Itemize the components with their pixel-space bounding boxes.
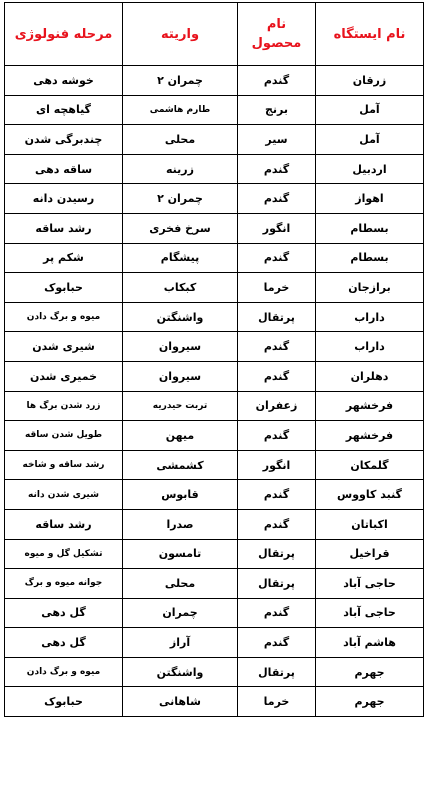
cell-station: جهرم xyxy=(316,687,424,717)
cell-stage: طویل شدن ساقه xyxy=(5,421,123,451)
cell-station: برازجان xyxy=(316,273,424,303)
cell-stage: رشد ساقه و شاخه xyxy=(5,450,123,480)
cell-station: بسطام xyxy=(316,243,424,273)
cell-crop: گندم xyxy=(238,628,316,658)
table-row xyxy=(5,450,424,480)
table-row xyxy=(5,243,424,273)
cell-variety: سرخ فخری xyxy=(123,213,238,243)
cell-crop: پرتقال xyxy=(238,569,316,599)
table-row xyxy=(5,509,424,539)
cell-station: آمل xyxy=(316,95,424,125)
cell-stage: میوه و برگ دادن xyxy=(5,302,123,332)
table-row xyxy=(5,569,424,599)
cell-crop: زعفران xyxy=(238,391,316,421)
cell-crop: گندم xyxy=(238,184,316,214)
cell-station: فرخشهر xyxy=(316,391,424,421)
cell-stage: حبابوک xyxy=(5,273,123,303)
cell-station: زرقان xyxy=(316,66,424,96)
cell-crop: پرتقال xyxy=(238,539,316,569)
cell-station: دهلران xyxy=(316,361,424,391)
cell-station: حاجی آباد xyxy=(316,569,424,599)
cell-station: گلمکان xyxy=(316,450,424,480)
table-row xyxy=(5,480,424,510)
cell-stage: حبابوک xyxy=(5,687,123,717)
cell-crop: خرما xyxy=(238,687,316,717)
cell-stage: ساقه دهی xyxy=(5,154,123,184)
cell-crop: سیر xyxy=(238,125,316,155)
cell-crop: برنج xyxy=(238,95,316,125)
table-row xyxy=(5,184,424,214)
cell-station: داراب xyxy=(316,302,424,332)
cell-stage: چندبرگی شدن xyxy=(5,125,123,155)
cell-variety: پیشگام xyxy=(123,243,238,273)
cell-variety: سیروان xyxy=(123,332,238,362)
cell-station: اهواز xyxy=(316,184,424,214)
cell-stage: خوشه دهی xyxy=(5,66,123,96)
cell-stage: شکم پر xyxy=(5,243,123,273)
cell-crop: پرتقال xyxy=(238,302,316,332)
cell-variety: شاهانی xyxy=(123,687,238,717)
cell-variety: صدرا xyxy=(123,509,238,539)
cell-crop: گندم xyxy=(238,154,316,184)
cell-crop: گندم xyxy=(238,243,316,273)
table-row xyxy=(5,154,424,184)
table-row xyxy=(5,332,424,362)
cell-stage: گیاهچه ای xyxy=(5,95,123,125)
phenology-table xyxy=(4,2,424,717)
cell-variety: سیروان xyxy=(123,361,238,391)
cell-station: اکباتان xyxy=(316,509,424,539)
table-row xyxy=(5,687,424,717)
phenology-table-container xyxy=(4,2,423,717)
header-stage: مرحله فنولوژی xyxy=(5,3,123,66)
cell-crop: گندم xyxy=(238,332,316,362)
cell-stage: گل دهی xyxy=(5,598,123,628)
table-row xyxy=(5,66,424,96)
cell-crop: گندم xyxy=(238,66,316,96)
cell-station: هاشم آباد xyxy=(316,628,424,658)
cell-crop: گندم xyxy=(238,598,316,628)
header-variety: واریته xyxy=(123,3,238,66)
cell-stage: تشکیل گل و میوه xyxy=(5,539,123,569)
cell-variety: آراز xyxy=(123,628,238,658)
cell-variety: واشنگتن xyxy=(123,657,238,687)
cell-station: اردبیل xyxy=(316,154,424,184)
cell-stage: رشد ساقه xyxy=(5,213,123,243)
cell-variety: محلی xyxy=(123,125,238,155)
table-row xyxy=(5,302,424,332)
cell-crop: گندم xyxy=(238,361,316,391)
cell-variety: میهن xyxy=(123,421,238,451)
cell-station: گنبد کاووس xyxy=(316,480,424,510)
cell-variety: طارم هاشمی xyxy=(123,95,238,125)
table-row xyxy=(5,598,424,628)
cell-station: فرخشهر xyxy=(316,421,424,451)
cell-crop: پرتقال xyxy=(238,657,316,687)
cell-crop: گندم xyxy=(238,480,316,510)
cell-stage: خمیری شدن xyxy=(5,361,123,391)
cell-variety: قابوس xyxy=(123,480,238,510)
cell-station: آمل xyxy=(316,125,424,155)
cell-variety: زرینه xyxy=(123,154,238,184)
table-row xyxy=(5,361,424,391)
header-crop: نام محصول xyxy=(238,3,316,66)
cell-stage: رسیدن دانه xyxy=(5,184,123,214)
cell-crop: خرما xyxy=(238,273,316,303)
cell-stage: گل دهی xyxy=(5,628,123,658)
cell-crop: گندم xyxy=(238,421,316,451)
table-row xyxy=(5,213,424,243)
table-row xyxy=(5,273,424,303)
table-row xyxy=(5,391,424,421)
cell-variety: کبکاب xyxy=(123,273,238,303)
table-body xyxy=(5,66,424,717)
cell-variety: کشمشی xyxy=(123,450,238,480)
cell-station: قراخیل xyxy=(316,539,424,569)
cell-variety: تربت حیدریه xyxy=(123,391,238,421)
cell-stage: رشد ساقه xyxy=(5,509,123,539)
cell-variety: چمران ۲ xyxy=(123,66,238,96)
cell-stage: جوانه میوه و برگ xyxy=(5,569,123,599)
cell-variety: واشنگتن xyxy=(123,302,238,332)
header-station: نام ایستگاه xyxy=(316,3,424,66)
table-row xyxy=(5,125,424,155)
cell-variety: تامسون xyxy=(123,539,238,569)
table-row xyxy=(5,539,424,569)
cell-crop: انگور xyxy=(238,450,316,480)
table-row xyxy=(5,657,424,687)
cell-station: بسطام xyxy=(316,213,424,243)
table-row xyxy=(5,95,424,125)
cell-stage: شیری شدن دانه xyxy=(5,480,123,510)
cell-variety: چمران xyxy=(123,598,238,628)
cell-station: حاجی آباد xyxy=(316,598,424,628)
cell-stage: زرد شدن برگ ها xyxy=(5,391,123,421)
table-row xyxy=(5,421,424,451)
cell-station: جهرم xyxy=(316,657,424,687)
cell-station: داراب xyxy=(316,332,424,362)
cell-stage: شیری شدن xyxy=(5,332,123,362)
cell-stage: میوه و برگ دادن xyxy=(5,657,123,687)
table-row xyxy=(5,628,424,658)
cell-crop: گندم xyxy=(238,509,316,539)
cell-crop: انگور xyxy=(238,213,316,243)
cell-variety: محلی xyxy=(123,569,238,599)
header-row xyxy=(5,3,424,66)
cell-variety: چمران ۲ xyxy=(123,184,238,214)
